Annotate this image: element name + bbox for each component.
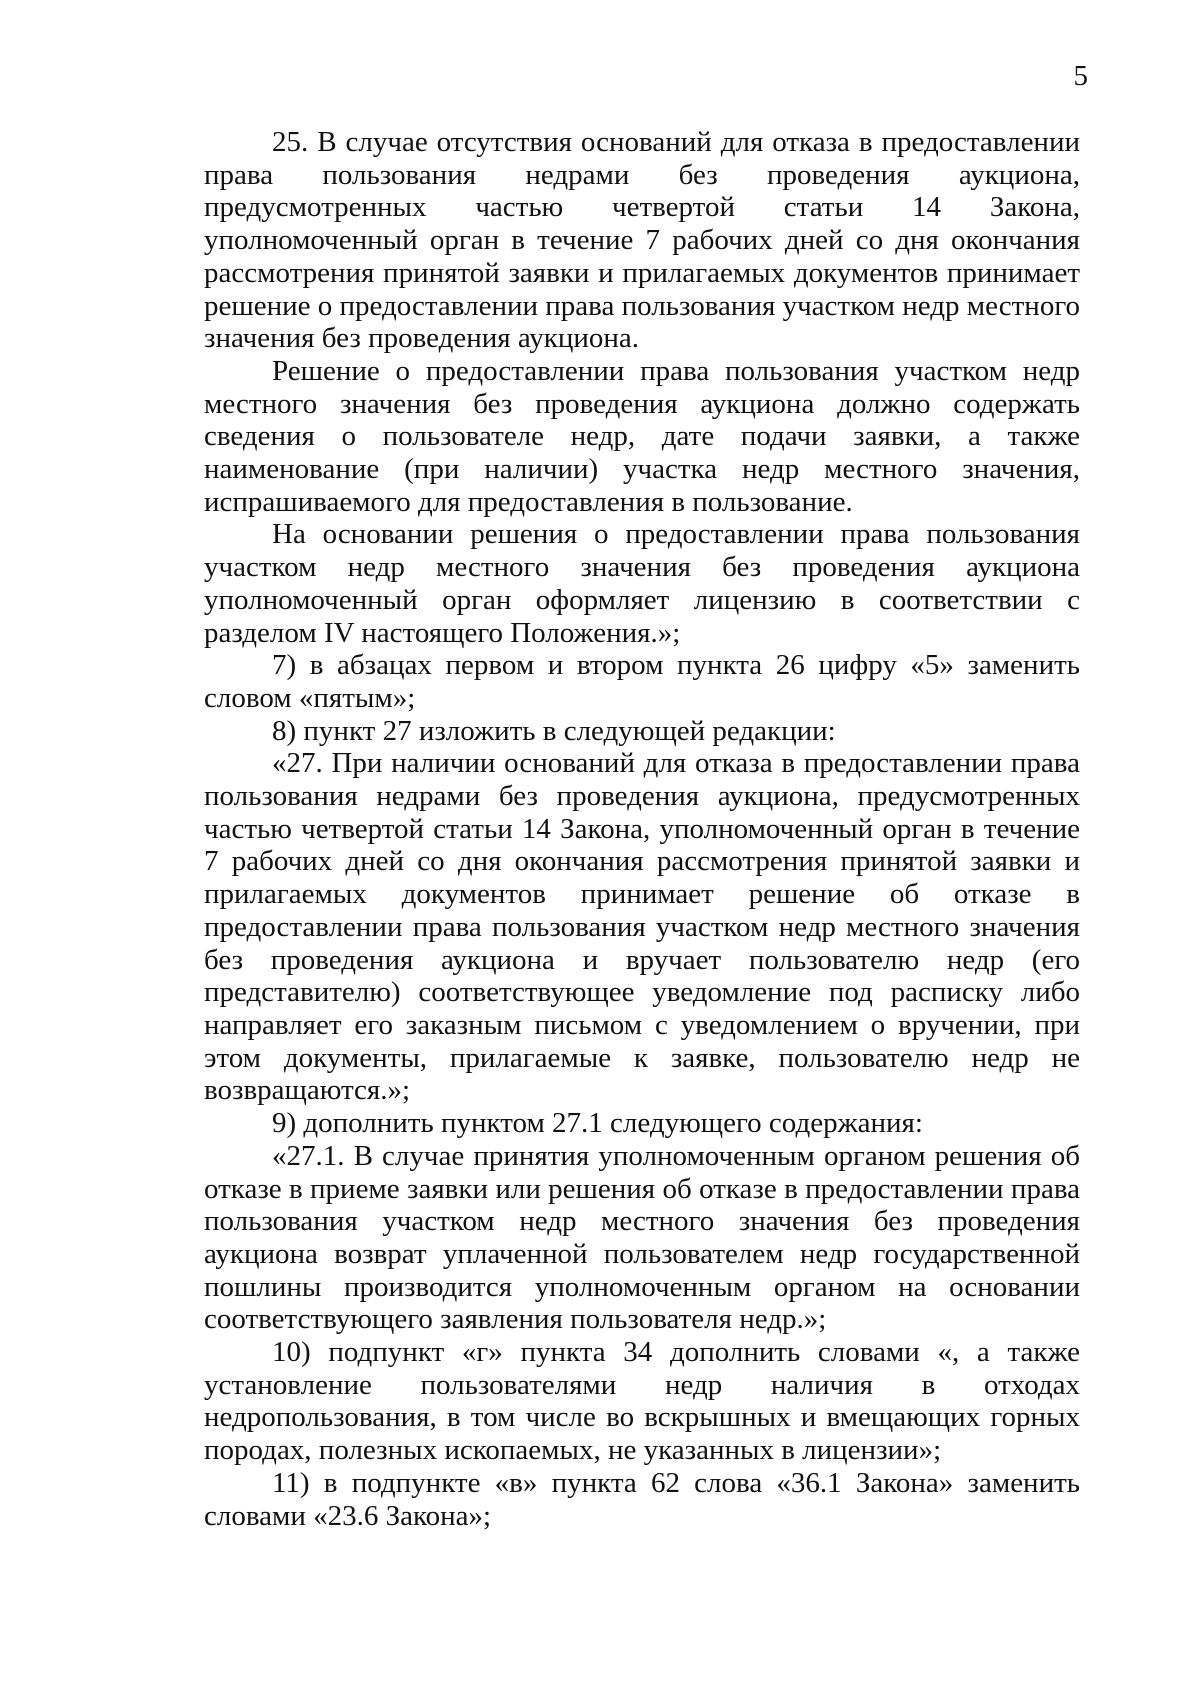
paragraph: Решение о предоставлении права пользования участком недр местного значения без проведения аукциона должно содержать сведения о пользователе недр, дате подачи заявки, а также наименование (при наличии) участка недр местного значения, испрашиваемого для предоставления в пользование. <box>204 354 1080 518</box>
paragraph: 9) дополнить пунктом 27.1 следующего содержания: <box>272 1107 923 1140</box>
paragraph: На основании решения о предоставлении права пользования участком недр местного значения без проведения аукциона уполномоченный орган оформляет лицензию в соответствии с разделом IV настоящего Положения.»; <box>204 518 1080 649</box>
paragraph: «27. При наличии оснований для отказа в предоставлении права пользования недрами без проведения аукциона, предусмотренных частью четвертой статьи 14 Закона, уполномоченный орган в течение 7 рабочих дней со дня окончания рассмотрения принятой заявки и прилагаемых документов принимает решение об отказе в предоставлении права пользования участком недр местного значения без проведения аукциона и вручает пользователю недр (его представителю) соответствующее уведомление под расписку либо направляет его заказным письмом с уведомлением о вручении, при этом документы, прилагаемые к заявке, пользователю недр не возвращаются.»; <box>204 747 1080 1107</box>
paragraph: 7) в абзацах первом и втором пункта 26 цифру «5» заменить словом «пятым»; <box>204 649 1080 714</box>
document-body <box>204 126 1080 1532</box>
paragraph: 10) подпункт «г» пункта 34 дополнить словами «, а также установление пользователями недр наличия в отходах недропользования, в том числе во вскрышных и вмещающих горных породах, полезных ископаемых, не указанных в лицензии»; <box>204 1336 1080 1467</box>
paragraph: 8) пункт 27 изложить в следующей редакции: <box>272 714 836 747</box>
paragraph: «27.1. В случае принятия уполномоченным органом решения об отказе в приеме заявки или решения об отказе в предоставлении права пользования участком недр местного значения без проведения аукциона возврат уплаченной пользователем недр государственной пошлины производится уполномоченным органом на основании соответствующего заявления пользователя недр.»; <box>204 1139 1080 1336</box>
paragraph: 11) в подпункте «в» пункта 62 слова «36.1 Закона» заменить словами «23.6 Закона»; <box>204 1466 1080 1532</box>
paragraph: 25. В случае отсутствия оснований для отказа в предоставлении права пользования недрами без проведения аукциона, предусмотренных частью четвертой статьи 14 Закона, уполномоченный орган в течение 7 рабочих дней со дня окончания рассмотрения принятой заявки и прилагаемых документов принимает решение о предоставлении права пользования участком недр местного значения без проведения аукциона. <box>204 126 1080 355</box>
page-number: 5 <box>1073 60 1088 92</box>
